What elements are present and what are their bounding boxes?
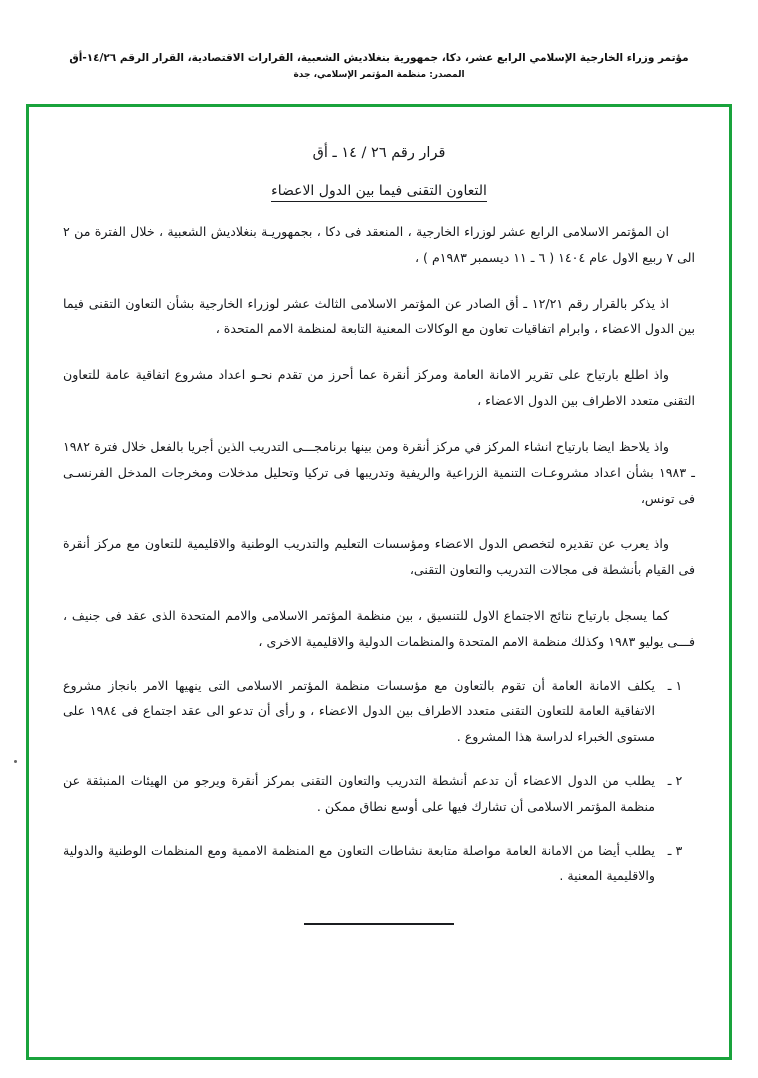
page-header (0, 0, 758, 80)
header-reference-line: المصدر: منظمة المؤتمر الإسلامي، جدة (293, 69, 465, 80)
clause-3-text: يطلب أيضا من الامانة العامة مواصلة متابعة نشاطات التعاون مع المنظمة الاممية ومع المنظمات الوطنية والدولية والاقليمية المعنية . (63, 842, 655, 884)
end-of-document-rule (304, 923, 454, 925)
resolution-title-text: التعاون التقنى فيما بين الدول الاعضاء (271, 183, 487, 202)
resolution-title (63, 183, 695, 199)
preamble-paragraph-2: اذ يذكر بالقرار رقم ١٢/٢١ ـ أق الصادر عن المؤتمر الاسلامى الثالث عشر لوزراء الخارجية بشأن التعاون التقنى فيما بين الدول الاعضاء ، وابرام اتفاقيات تعاون مع الوكالات المعنية التابعة لمنظمة الامم المتحدة ، (63, 295, 695, 337)
clause-1-number: ١ ـ (667, 677, 683, 693)
clause-1-text: يكلف الامانة العامة أن تقوم بالتعاون مع مؤسسات منظمة المؤتمر الاسلامى التى ينهيها الامر بانجاز مشروع الاتفاقية العامة للتعاون التقنى متعدد الاطراف بين الدول الاعضاء ، و رأى أن تدعو الى عقد اجتماع فى ١٩٨٤ على مستوى الخبراء لدراسة هذا المشروع . (63, 677, 655, 745)
preamble-paragraph-6: كما يسجل بارتياح نتائج الاجتماع الاول للتنسيق ، بين منظمة المؤتمر الاسلامى والامم المتحدة الذى عقد فى جنيف ، فـــى يوليو ١٩٨٣ وكذلك منظمة الامم المتحدة والمنظمات الدولية والاقليمية الاخرى ، (63, 607, 695, 649)
resolution-number: قرار رقم ٢٦ / ١٤ ـ أق (312, 145, 446, 161)
clause-3 (63, 838, 695, 890)
green-border-frame (26, 104, 732, 1060)
clause-3-number: ٣ ـ (667, 842, 683, 858)
clause-2-number: ٢ ـ (667, 773, 683, 788)
scan-artifact (14, 760, 17, 763)
preamble-paragraph-1: ان المؤتمر الاسلامى الرابع عشر لوزراء الخارجية ، المنعقد فى دكا ، بجمهوريـة بنغلاديش الشعبية ، خلال الفترة من ٢ الى ٧ ربيع الاول عام ١٤٠٤ ( ٦ ـ ١١ ديسمبر ١٩٨٣م ) ، (63, 224, 695, 265)
resolution-body (63, 145, 695, 925)
preamble-paragraph-4: واذ يلاحظ ايضا بارتياح انشاء المركز في مركز أنقرة ومن بينها برنامجـــى التدريب الذين أجريا بالفعل خلال فترة ١٩٨٢ ـ ١٩٨٣ بشأن اعداد مشروعـات التنمية الزراعية والريفية وتدريبها فى تركيا وتحليل مدخلات ومخرجات المدخل الفرنسـى فى تونس، (63, 438, 695, 506)
clause-2 (63, 768, 695, 820)
preamble-paragraph-3: واذ اطلع بارتياح على تقرير الامانة العامة ومركز أنقرة عما أحرز من تقدم نحـو اعداد مشروع اتفاقية عامة للتعاون التقنى متعدد الاطراف بين الدول الاعضاء ، (63, 367, 695, 409)
preamble-paragraph-5: واذ يعرب عن تقديره لتخصص الدول الاعضاء ومؤسسات التعليم والتدريب الوطنية والاقليمية للتعاون مع مركز أنقرة فى القيام بأنشطة فى مجالات التدريب والتعاون التقنى، (63, 536, 695, 578)
document-content-area (29, 107, 729, 1057)
header-source-line: مؤتمر وزراء الخارجية الإسلامي الرابع عشر، دكا، جمهورية بنغلاديش الشعبية، القرارات الاقتصادية، القرار الرقم ١٤/٢٦-أق (69, 52, 689, 64)
clause-2-text: يطلب من الدول الاعضاء أن تدعم أنشطة التدريب والتعاون التقنى بمركز أنقرة ويرجو من الهيئات المنبثقة عن منظمة المؤتمر الاسلامى أن تشارك فيها على أوسع نطاق ممكن . (63, 773, 655, 814)
clause-1 (63, 673, 695, 750)
